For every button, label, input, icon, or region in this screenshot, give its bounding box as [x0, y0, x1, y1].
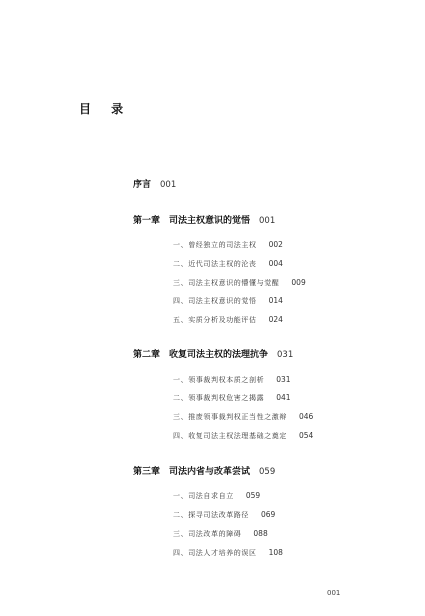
toc-section-entry [173, 313, 283, 327]
toc-entry-label: 三、司法改革的障碍 [173, 530, 242, 538]
toc-section-entry [173, 508, 275, 522]
toc-entry-label: 二、领事裁判权危害之揭露 [173, 394, 265, 402]
toc-chapter-entry [133, 465, 275, 479]
toc-entry-label: 四、司法主权意识的觉悟 [173, 297, 257, 305]
toc-entry-page: 059 [245, 491, 261, 500]
toc-entry-page: 108 [268, 548, 283, 557]
toc-entry-label: 四、收复司法主权法理基础之奠定 [173, 432, 287, 440]
page-number: 001 [327, 589, 341, 597]
toc-entry-label: 一、领事裁判权本质之剖析 [173, 376, 265, 384]
toc-entry-page: 069 [261, 510, 276, 519]
toc-section-entry [173, 527, 268, 541]
toc-entry-label: 五、实质分析及功能评估 [173, 316, 257, 324]
toc-entry-page: 002 [268, 240, 283, 249]
toc-chapter-entry [133, 178, 176, 192]
page-title: 目 录 [79, 102, 132, 116]
toc-entry-label: 序言 [133, 180, 152, 190]
toc-entry-page: 001 [160, 180, 177, 190]
toc-entry-page: 059 [259, 467, 276, 477]
toc-section-entry [173, 294, 283, 308]
toc-entry-label: 四、司法人才培养的误区 [173, 549, 257, 557]
toc-entry-label: 第三章 司法内省与改革尝试 [133, 467, 251, 477]
toc-entry-page: 031 [277, 350, 294, 360]
toc-entry-label: 第二章 收复司法主权的法理抗争 [133, 350, 269, 360]
toc-entry-label: 一、司法自求自立 [173, 492, 234, 500]
toc-entry-page: 088 [253, 529, 268, 538]
toc-entry-label: 三、推废领事裁判权正当性之激辩 [173, 413, 287, 421]
toc-section-entry [173, 489, 260, 503]
toc-section-entry [173, 238, 283, 252]
toc-chapter-entry [133, 348, 293, 362]
toc-section-entry [173, 429, 313, 443]
toc-entry-page: 024 [268, 315, 283, 324]
toc-entry-page: 001 [259, 216, 276, 226]
toc-entry-page: 009 [291, 278, 306, 287]
toc-section-entry [173, 546, 283, 560]
toc-entry-page: 014 [268, 296, 283, 305]
toc-entry-page: 004 [268, 259, 283, 268]
toc-section-entry [173, 391, 291, 405]
toc-entry-label: 一、曾经独立的司法主权 [173, 241, 257, 249]
toc-entry-page: 054 [299, 431, 314, 440]
toc-entry-label: 二、近代司法主权的沦丧 [173, 260, 257, 268]
toc-section-entry [173, 257, 283, 271]
toc-entry-label: 第一章 司法主权意识的觉悟 [133, 216, 251, 226]
toc-entry-page: 031 [276, 375, 291, 384]
toc-section-entry [173, 276, 306, 290]
toc-chapter-entry [133, 214, 275, 228]
toc-section-entry [173, 373, 291, 387]
toc-entry-label: 三、司法主权意识的懵懂与觉醒 [173, 279, 280, 287]
toc-section-entry [173, 410, 313, 424]
toc-entry-page: 046 [299, 412, 314, 421]
toc-entry-page: 041 [276, 393, 291, 402]
toc-entry-label: 二、探寻司法改革路径 [173, 511, 249, 519]
